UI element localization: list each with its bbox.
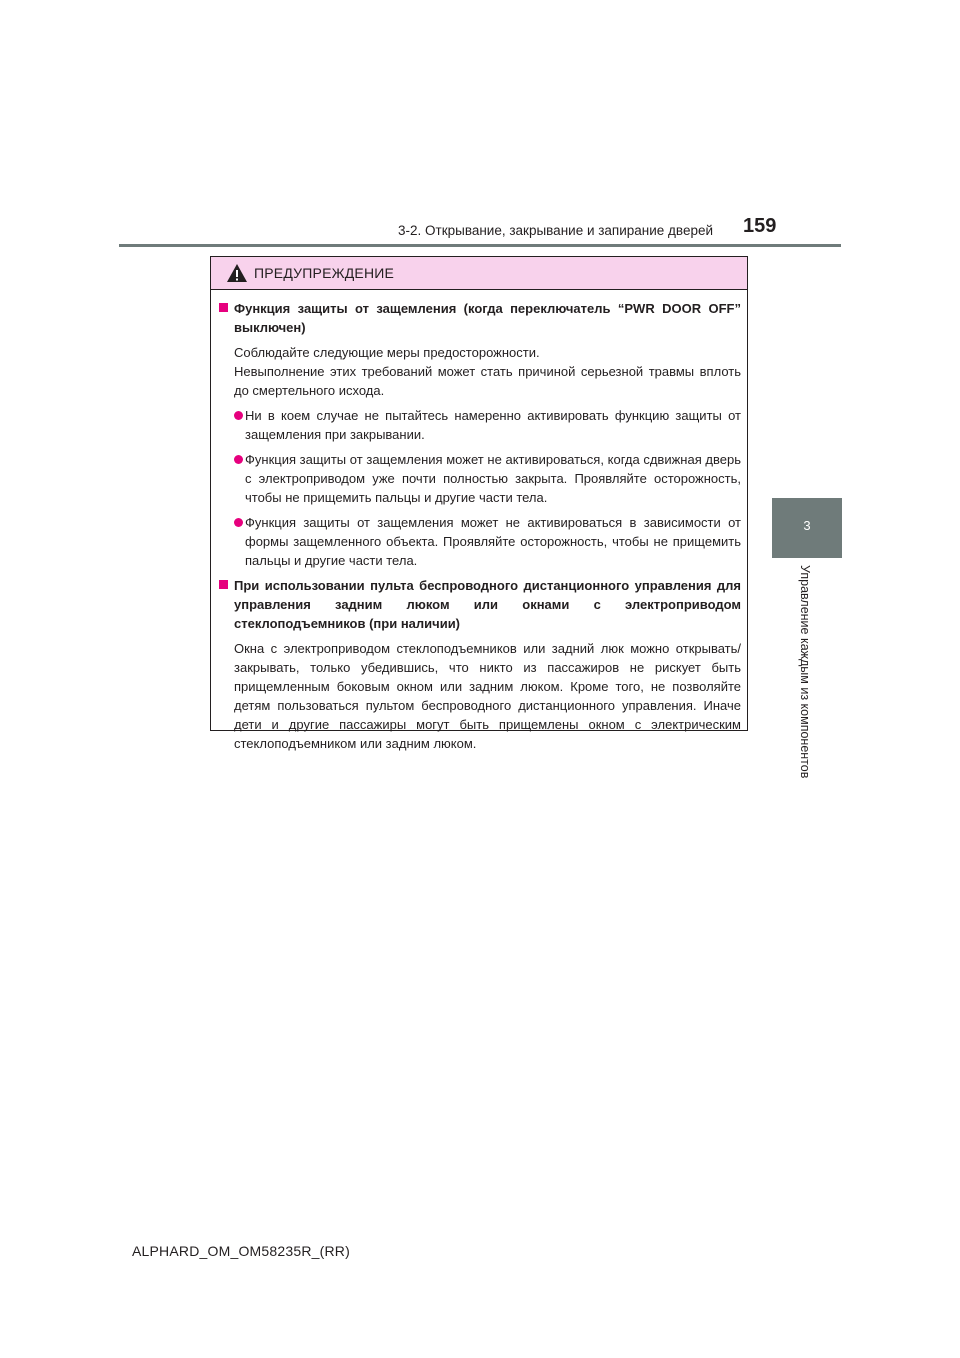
- intro-paragraph: [219, 343, 741, 400]
- chapter-tab: [772, 498, 842, 558]
- chapter-label: Управление каждым из компонентов: [798, 565, 812, 779]
- list-item-text: Функция защиты от защемления может не активироваться, когда сдвижная дверь с электроприводом уже почти полностью закрыта. Проявляйте осторожность, чтобы не прищемить пальцы и другие части тела.: [245, 452, 741, 505]
- list-item: [219, 406, 741, 444]
- header-divider: [119, 244, 841, 247]
- warning-header: [211, 257, 747, 290]
- intro-line: Соблюдайте следующие меры предосторожности.: [234, 345, 540, 360]
- round-bullet-icon: [234, 518, 243, 527]
- remote-paragraph: [219, 639, 741, 753]
- warning-triangle-icon: [226, 263, 248, 283]
- square-bullet-icon: [219, 303, 228, 312]
- section-title: 3-2. Открывание, закрывание и запирание дверей: [398, 223, 714, 238]
- chapter-number: 3: [803, 518, 811, 533]
- section-heading-remote: [219, 576, 741, 633]
- section-heading-text: Функция защиты от защемления (когда переключатель “PWR DOOR OFF” выключен): [234, 301, 741, 335]
- list-item-text: Функция защиты от защемления может не активироваться в зависимости от формы защемленного объекта. Проявляйте осторожность, чтобы не прищемить пальцы и другие части тела.: [245, 515, 741, 568]
- list-item: [219, 450, 741, 507]
- section-heading-text: При использовании пульта беспроводного дистанционного управления для управления задним люком или окнами с электроприводом стеклоподъемников (при наличии): [234, 578, 741, 631]
- list-item-text: Ни в коем случае не пытайтесь намеренно активировать функцию защиты от защемления при закрывании.: [245, 408, 741, 442]
- remote-paragraph-text: Окна с электроприводом стеклоподъемников или задний люк можно открывать/ закрывать, только убедившись, что никто из пассажиров не рискует быть прищемленным боковым окном или задним люком. Кроме того, не позволяйте детям пользоваться пультом беспроводного дистанционного управления. Иначе дети и другие пассажиры могут быть прищемлены окном с электрическим стеклоподъемником или задним люком.: [234, 641, 741, 751]
- round-bullet-icon: [234, 455, 243, 464]
- square-bullet-icon: [219, 580, 228, 589]
- document-code: ALPHARD_OM_OM58235R_(RR): [132, 1243, 350, 1259]
- section-heading-anti-pinch: [219, 299, 741, 337]
- intro-line-2: Невыполнение этих требований может стать причиной серьезной травмы вплоть до смертельного исхода.: [234, 364, 741, 398]
- list-item: [219, 513, 741, 570]
- warning-title: ПРЕДУПРЕЖДЕНИЕ: [254, 265, 395, 281]
- round-bullet-icon: [234, 411, 243, 420]
- warning-body: [211, 290, 747, 753]
- page-number: 159: [743, 215, 777, 237]
- warning-box: [210, 256, 748, 751]
